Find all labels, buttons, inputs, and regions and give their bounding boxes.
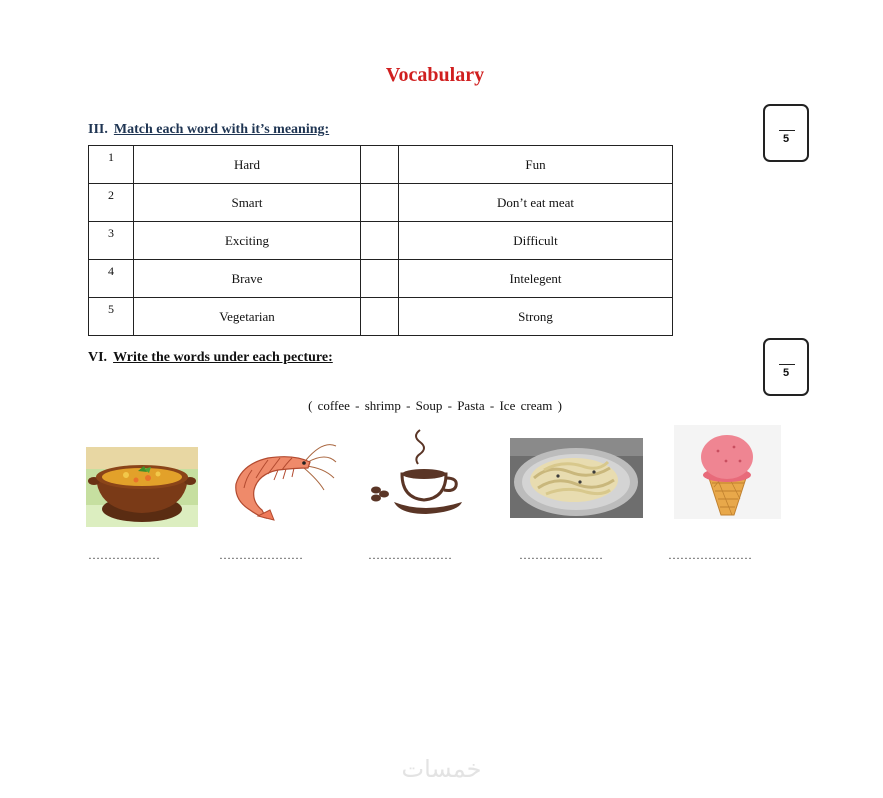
- answer-blank[interactable]: [361, 184, 399, 222]
- soup-bowl-image: [86, 447, 198, 527]
- row-number: 5: [89, 298, 134, 336]
- row-number: 3: [89, 222, 134, 260]
- answer-blank[interactable]: [361, 222, 399, 260]
- word-cell: Vegetarian: [134, 298, 361, 336]
- meaning-cell: Fun: [399, 146, 673, 184]
- section-instruction: Match each word with it’s meaning:: [113, 122, 330, 137]
- section-heading-pictures: [88, 350, 333, 366]
- score-box-pictures: [763, 338, 809, 396]
- word-cell: Exciting: [134, 222, 361, 260]
- coffee-cup-image: [366, 428, 470, 522]
- pasta-plate-image: [510, 438, 643, 518]
- section-instruction: Write the words under each pecture:: [113, 350, 333, 365]
- meaning-cell: Don’t eat meat: [399, 184, 673, 222]
- score-value: 5: [782, 133, 790, 145]
- answer-blank[interactable]: [361, 260, 399, 298]
- answer-blank[interactable]: ………………: [88, 548, 160, 562]
- word-cell: Smart: [134, 184, 361, 222]
- row-number: 1: [89, 146, 134, 184]
- answer-blank[interactable]: …………………: [519, 548, 603, 562]
- table-row: [89, 184, 673, 222]
- table-row: [89, 222, 673, 260]
- shrimp-image: [228, 438, 338, 524]
- score-box-matching: [763, 104, 809, 162]
- meaning-cell: Strong: [399, 298, 673, 336]
- table-row: [89, 260, 673, 298]
- answer-blank[interactable]: [361, 298, 399, 336]
- word-bank: ( coffee - shrimp - Soup - Pasta - Ice cream ): [308, 398, 562, 413]
- word-cell: Hard: [134, 146, 361, 184]
- table-row: [89, 298, 673, 336]
- answer-blank[interactable]: …………………: [219, 548, 303, 562]
- word-cell: Brave: [134, 260, 361, 298]
- table-row: [89, 146, 673, 184]
- row-number: 2: [89, 184, 134, 222]
- section-number: VI.: [88, 350, 108, 365]
- section-heading-matching: [88, 122, 329, 138]
- score-value: 5: [782, 367, 790, 379]
- answer-blank[interactable]: [361, 146, 399, 184]
- page-title: Vocabulary: [385, 64, 485, 86]
- row-number: 4: [89, 260, 134, 298]
- section-number: III.: [88, 122, 108, 137]
- matching-table: [88, 145, 673, 336]
- answer-blank[interactable]: …………………: [668, 548, 752, 562]
- ice-cream-cone-image: [674, 425, 781, 519]
- watermark-logo: خمسات: [401, 755, 482, 783]
- answer-blank[interactable]: …………………: [368, 548, 452, 562]
- meaning-cell: Intelegent: [399, 260, 673, 298]
- meaning-cell: Difficult: [399, 222, 673, 260]
